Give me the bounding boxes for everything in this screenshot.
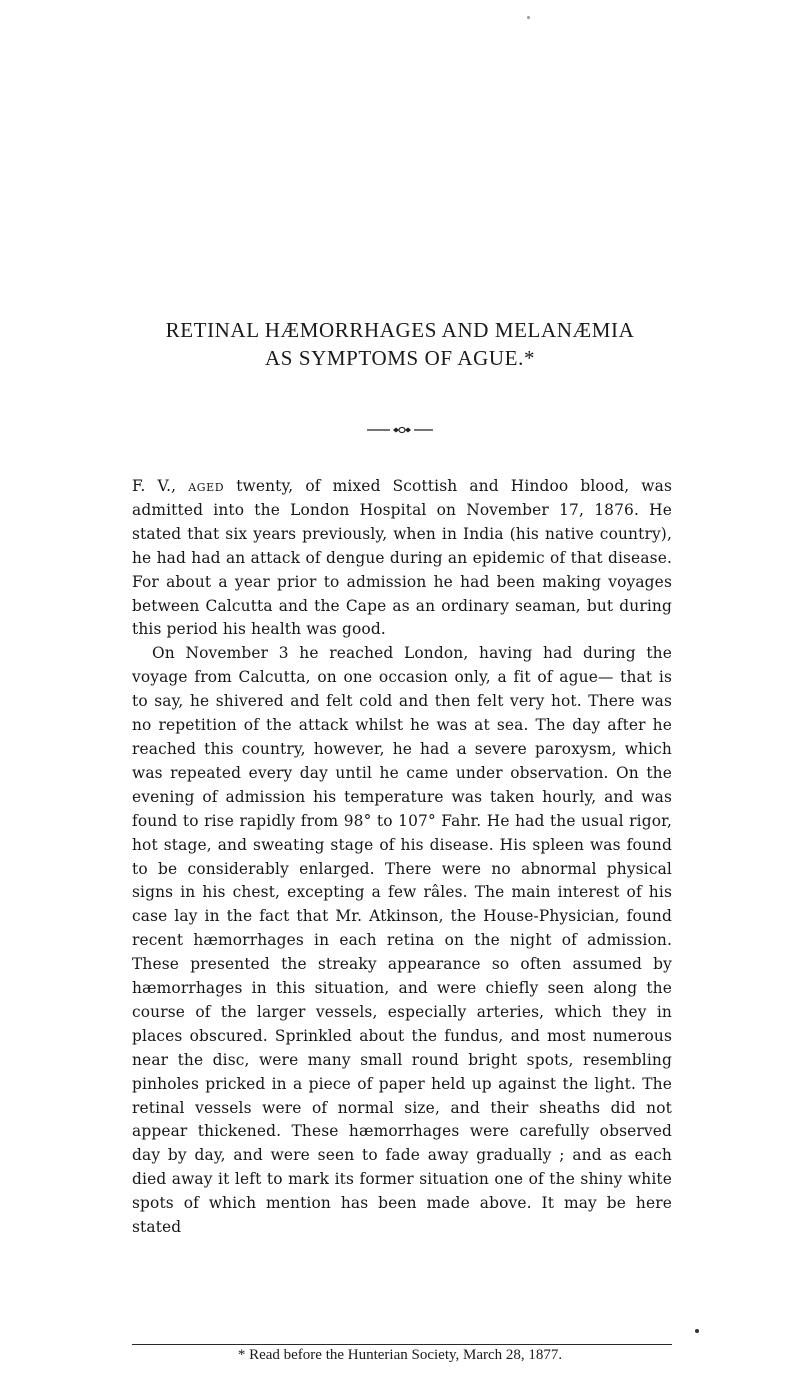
article-title-line-1: RETINAL HÆMORRHAGES AND MELANÆMIA xyxy=(165,318,635,342)
paragraph-1-text: twenty, of mixed Scottish and Hindoo blood, was admitted into the London Hospital on November 17, 1876. He stated that six years previously, when in India (his native country), he had had an attack of dengue during an epidemic of that disease. For about a year prior to admission he had been making voyages between Calcutta and the Cape as an ordinary seaman, but during this period his health was good. xyxy=(132,477,672,639)
margin-mark xyxy=(695,1329,699,1333)
article-body xyxy=(132,475,672,1240)
article-title-line-2: AS SYMPTOMS OF AGUE.* xyxy=(264,346,536,370)
paragraph-1 xyxy=(132,475,672,642)
footnote: * Read before the Hunterian Society, March 28, 1877. xyxy=(237,1347,563,1363)
aged-smallcaps: aged xyxy=(188,477,225,495)
separator-ornament xyxy=(365,426,435,434)
footnote-rule xyxy=(132,1344,672,1345)
patient-initials: F. V., xyxy=(132,477,177,495)
page-speck xyxy=(527,16,530,19)
paragraph-2: On November 3 he reached London, having had during the voyage from Calcutta, on one occasion only, a fit of ague— that is to say, he shivered and felt cold and then felt very hot. There was no repetition of the attack whilst he was at sea. The day after he reached this country, however, he had a severe paroxysm, which was repeated every day until he came under observation. On the evening of admission his temperature was taken hourly, and was found to rise rapidly from 98° to 107° Fahr. He had the usual rigor, hot stage, and sweating stage of his disease. His spleen was found to be considerably enlarged. There were no abnormal physical signs in his chest, excepting a few râles. The main interest of his case lay in the fact that Mr. Atkinson, the House-Physician, found recent hæmorrhages in each retina on the night of admission. These presented the streaky appearance so often assumed by hæmorrhages in this situation, and were chiefly seen along the course of the larger vessels, especially arteries, which they in places obscured. Sprinkled about the fundus, and most numerous near the disc, were many small round bright spots, resembling pinholes pricked in a piece of paper held up against the light. The retinal vessels were of normal size, and their sheaths did not appear thickened. These hæmorrhages were carefully observed day by day, and were seen to fade away gradually ; and as each died away it left to mark its former situation one of the shiny white spots of which mention has been made above. It may be here stated xyxy=(132,644,672,1237)
